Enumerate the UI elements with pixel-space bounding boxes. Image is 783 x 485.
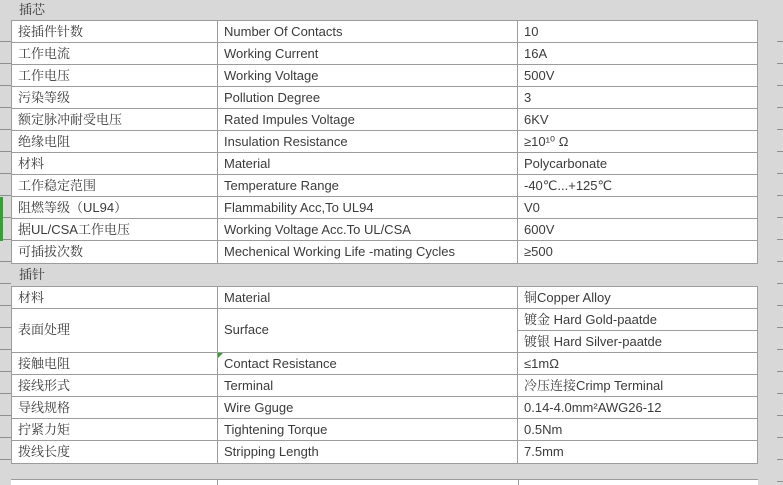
section-header-cell[interactable]: 插针 — [19, 267, 46, 282]
section-header-cell[interactable]: 插芯 — [19, 2, 46, 17]
next-row-cell — [519, 480, 758, 485]
chinese-label-cell[interactable]: 工作电压 — [12, 65, 218, 86]
table-row — [12, 219, 757, 241]
value-cell[interactable] — [518, 65, 757, 86]
value-subcell[interactable]: 铜Copper Alloy — [524, 290, 611, 305]
value-cell[interactable] — [518, 241, 757, 263]
spec-table — [11, 0, 758, 464]
value-subcell[interactable]: 7.5mm — [524, 444, 564, 459]
chinese-label-cell[interactable]: 材料 — [12, 153, 218, 174]
table-row — [12, 419, 757, 441]
value-subcell[interactable]: 3 — [524, 90, 532, 105]
value-subcell[interactable]: ≥10¹⁰ Ω — [524, 134, 569, 149]
english-label-cell[interactable]: Rated Impules Voltage — [218, 109, 518, 130]
english-label-cell[interactable]: Terminal — [218, 375, 518, 396]
value-subcell[interactable]: 镀金 Hard Gold-paatde — [524, 312, 657, 327]
table-section-block — [11, 286, 758, 464]
table-row — [12, 353, 757, 375]
english-label-cell[interactable]: Stripping Length — [218, 441, 518, 463]
chinese-label-cell[interactable]: 表面处理 — [12, 309, 218, 352]
table-row — [12, 153, 757, 175]
value-cell[interactable] — [518, 21, 757, 42]
chinese-label-cell[interactable]: 可插拔次数 — [12, 241, 218, 263]
next-row-cell — [218, 480, 519, 485]
english-label-cell[interactable]: Surface — [218, 309, 518, 352]
next-row-partial — [11, 479, 758, 485]
value-cell[interactable] — [518, 287, 757, 308]
table-row — [12, 441, 757, 463]
table-row — [12, 21, 757, 43]
chinese-label-cell[interactable]: 拨线长度 — [12, 441, 218, 463]
value-cell[interactable] — [518, 419, 757, 440]
value-subcell[interactable]: -40℃...+125℃ — [524, 178, 613, 193]
table-row — [12, 131, 757, 153]
english-label-cell[interactable]: Mechenical Working Life -mating Cycles — [218, 241, 518, 263]
table-row — [12, 397, 757, 419]
value-subcell[interactable]: 0.5Nm — [524, 422, 563, 437]
english-label-cell[interactable]: Insulation Resistance — [218, 131, 518, 152]
table-row — [12, 65, 757, 87]
english-label-cell[interactable]: Tightening Torque — [218, 419, 518, 440]
adjacent-column-gridlines-right — [777, 20, 783, 483]
value-cell[interactable] — [518, 109, 757, 130]
table-row — [12, 241, 757, 263]
chinese-label-cell[interactable]: 额定脉冲耐受电压 — [12, 109, 218, 130]
value-cell[interactable] — [518, 43, 757, 64]
value-cell[interactable] — [518, 441, 757, 463]
english-label-cell[interactable]: Number Of Contacts — [218, 21, 518, 42]
english-label-cell[interactable]: Wire Gguge — [218, 397, 518, 418]
value-cell[interactable] — [518, 353, 757, 374]
chinese-label-cell[interactable]: 工作稳定范围 — [12, 175, 218, 196]
chinese-label-cell[interactable]: 接插件针数 — [12, 21, 218, 42]
chinese-label-cell[interactable]: 材料 — [12, 287, 218, 308]
comment-indicator-icon — [218, 353, 223, 358]
value-cell[interactable] — [518, 309, 757, 352]
value-subcell[interactable]: V0 — [524, 200, 540, 215]
value-subcell[interactable]: 0.14-4.0mm²AWG26-12 — [524, 400, 662, 415]
value-subcell[interactable]: 500V — [524, 68, 555, 83]
english-label-cell[interactable]: Contact Resistance — [218, 353, 518, 374]
table-row — [12, 175, 757, 197]
english-label-cell[interactable]: Flammability Acc,To UL94 — [218, 197, 518, 218]
english-label-cell[interactable]: Working Current — [218, 43, 518, 64]
value-subcell[interactable]: ≥500 — [524, 244, 553, 259]
value-cell[interactable] — [518, 87, 757, 108]
english-label-cell[interactable]: Temperature Range — [218, 175, 518, 196]
chinese-label-cell[interactable]: 拧紧力矩 — [12, 419, 218, 440]
english-label-cell[interactable]: Pollution Degree — [218, 87, 518, 108]
value-cell[interactable] — [518, 375, 757, 396]
green-row-marker — [0, 197, 3, 241]
value-subcell[interactable]: Polycarbonate — [524, 156, 608, 171]
value-cell[interactable] — [518, 131, 757, 152]
chinese-label-cell[interactable]: 绝缘电阻 — [12, 131, 218, 152]
chinese-label-cell[interactable]: 导线规格 — [12, 397, 218, 418]
value-cell[interactable] — [518, 175, 757, 196]
table-row — [12, 43, 757, 65]
chinese-label-cell[interactable]: 据UL/CSA工作电压 — [12, 219, 218, 240]
value-subcell[interactable]: 冷压连接Crimp Terminal — [524, 378, 664, 393]
table-row — [12, 309, 757, 353]
value-subcell[interactable]: 600V — [524, 222, 555, 237]
english-label-cell[interactable]: Material — [218, 287, 518, 308]
value-cell[interactable] — [518, 397, 757, 418]
chinese-label-cell[interactable]: 工作电流 — [12, 43, 218, 64]
table-row — [12, 287, 757, 309]
table-row — [12, 87, 757, 109]
value-subcell[interactable]: 6KV — [524, 112, 549, 127]
table-section-block — [11, 20, 758, 264]
value-cell[interactable] — [518, 197, 757, 218]
chinese-label-cell[interactable]: 接线形式 — [12, 375, 218, 396]
next-row-cell — [11, 480, 218, 485]
value-subcell[interactable]: 10 — [524, 24, 539, 39]
table-row — [12, 197, 757, 219]
value-subcell[interactable]: 16A — [524, 46, 548, 61]
chinese-label-cell[interactable]: 阻燃等级（UL94） — [12, 197, 218, 218]
table-row — [12, 375, 757, 397]
chinese-label-cell[interactable]: 污染等级 — [12, 87, 218, 108]
english-label-cell[interactable]: Working Voltage Acc.To UL/CSA — [218, 219, 518, 240]
english-label-cell[interactable]: Material — [218, 153, 518, 174]
chinese-label-cell[interactable]: 接触电阻 — [12, 353, 218, 374]
table-row — [12, 109, 757, 131]
value-cell[interactable] — [518, 219, 757, 240]
value-subcell[interactable]: ≤1mΩ — [524, 356, 559, 371]
value-subcell[interactable]: 镀银 Hard Silver-paatde — [518, 330, 757, 352]
value-cell[interactable] — [518, 153, 757, 174]
english-label-cell[interactable]: Working Voltage — [218, 65, 518, 86]
